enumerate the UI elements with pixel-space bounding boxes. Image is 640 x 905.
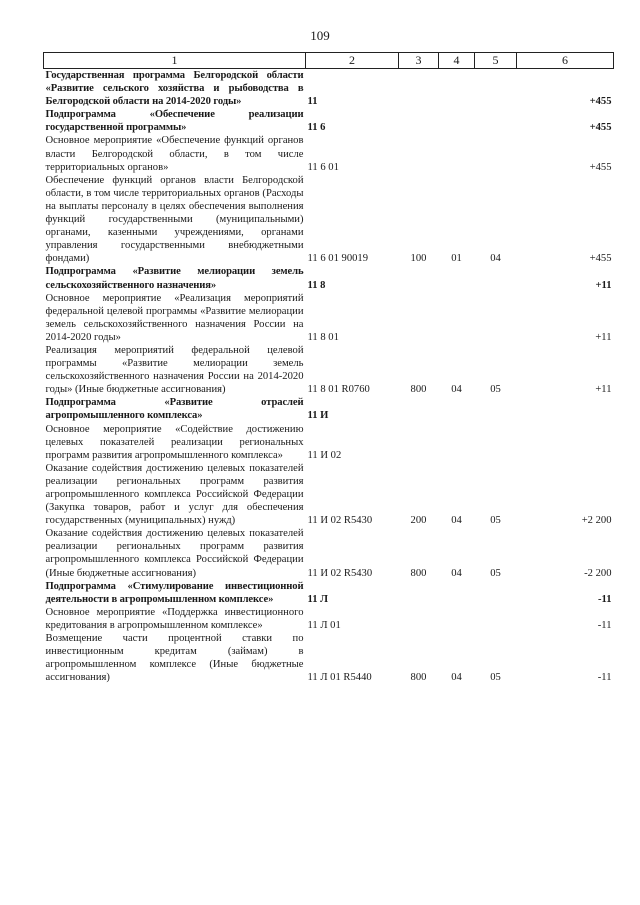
row-subsection-cell: [475, 134, 517, 173]
row-amount-cell: +2 200: [581, 515, 612, 527]
row-expense-type-cell: [399, 265, 439, 291]
row-section-cell: 04: [451, 672, 462, 684]
row-section-cell: [439, 292, 475, 344]
table-row: [44, 265, 614, 291]
row-section-cell: [439, 134, 475, 173]
row-subsection-cell: [475, 292, 517, 344]
row-amount-cell: +455: [589, 122, 612, 134]
table-row: [44, 606, 614, 632]
row-name-cell: Подпрограмма «Стимулирование инвестиционной деятельности в агропромышленном комплексе»: [45, 580, 304, 605]
row-section-cell: [439, 265, 475, 291]
row-section-cell: [439, 69, 475, 109]
row-section-cell: 01: [451, 253, 462, 265]
row-amount-cell: +11: [595, 279, 612, 291]
row-code-cell: 11 6: [307, 122, 326, 134]
row-code-cell: 11 И 02 R5430: [307, 515, 373, 527]
row-subsection-cell: 05: [490, 567, 501, 579]
row-subsection-cell: [475, 396, 517, 422]
row-subsection-cell: [475, 580, 517, 606]
row-amount-cell: -11: [597, 619, 612, 631]
row-expense-type-cell: 800: [410, 672, 427, 684]
column-header: 4: [439, 53, 475, 69]
row-subsection-cell: 05: [490, 672, 501, 684]
row-name-cell: Оказание содействия достижению целевых показателей реализации региональных программ развития агропромышленного комплекса Российской Федерации (Закупка товаров, работ и услуг для обеспечения государственных (муниципальных) нужд): [45, 462, 304, 527]
row-expense-type-cell: 800: [410, 567, 427, 579]
row-section-cell: 04: [451, 515, 462, 527]
table-header-row: [44, 53, 614, 69]
table-row: [44, 580, 614, 606]
row-name-cell: Реализация мероприятий федеральной целевой программы «Развитие мелиорации земель сельскохозяйственного назначения России на 2014-2020 годы» (Иные бюджетные ассигнования): [45, 344, 304, 396]
row-name-cell: Основное мероприятие «Обеспечение функций органов власти Белгородской области, в том числе территориальных органов»: [45, 135, 304, 173]
table-row: [44, 292, 614, 344]
row-amount-cell: +455: [589, 161, 612, 173]
table-row: [44, 396, 614, 422]
table-row: [44, 69, 614, 109]
row-amount-cell: +11: [595, 384, 612, 396]
row-amount-cell: -2 200: [584, 567, 612, 579]
budget-table: [43, 52, 614, 684]
row-subsection-cell: [475, 423, 517, 462]
row-subsection-cell: 05: [490, 515, 501, 527]
row-amount-cell: -11: [597, 593, 612, 605]
page-number: 109: [310, 28, 330, 43]
column-header: 3: [399, 53, 439, 69]
row-code-cell: 11 И 02: [307, 449, 342, 461]
row-expense-type-cell: [399, 292, 439, 344]
table-row: [44, 108, 614, 134]
table-row: [44, 527, 614, 579]
row-name-cell: Подпрограмма «Обеспечение реализации государственной программы»: [45, 109, 304, 134]
row-name-cell: Государственная программа Белгородской области «Развитие сельского хозяйства и рыбоводства в Белгородской области на 2014-2020 годы»: [45, 70, 304, 108]
column-header: 5: [475, 53, 517, 69]
row-name-cell: Подпрограмма «Развитие отраслей агропромышленного комплекса»: [45, 397, 304, 422]
row-expense-type-cell: [399, 580, 439, 606]
row-name-cell: Основное мероприятие «Реализация мероприятий федеральной целевой программы «Развитие мелиорации земель сельскохозяйственного назначения России на 2014-2020 годы»: [45, 292, 304, 343]
row-subsection-cell: 04: [490, 253, 501, 265]
row-code-cell: 11 Л 01: [307, 619, 341, 631]
row-subsection-cell: [475, 265, 517, 291]
column-header: 2: [306, 53, 399, 69]
row-expense-type-cell: [399, 396, 439, 422]
table-row: [44, 344, 614, 396]
row-code-cell: 11 И: [307, 410, 329, 422]
row-expense-type-cell: [399, 108, 439, 134]
row-code-cell: 11 6 01: [307, 161, 339, 173]
row-code-cell: 11 Л: [307, 593, 329, 605]
row-amount-cell: +11: [595, 331, 612, 343]
row-code-cell: 11 8: [307, 279, 326, 291]
row-section-cell: [439, 423, 475, 462]
row-amount-cell: [517, 396, 614, 422]
row-section-cell: [439, 396, 475, 422]
row-amount-cell: +455: [589, 253, 612, 265]
column-header: 6: [517, 53, 614, 69]
row-section-cell: 04: [451, 567, 462, 579]
row-section-cell: [439, 606, 475, 632]
row-amount-cell: +455: [589, 96, 612, 108]
row-name-cell: Основное мероприятие «Поддержка инвестиционного кредитования в агропромышленном комплексе»: [45, 606, 304, 631]
table-row: [44, 423, 614, 462]
row-subsection-cell: 05: [490, 384, 501, 396]
row-section-cell: 04: [451, 384, 462, 396]
row-expense-type-cell: [399, 134, 439, 173]
row-expense-type-cell: [399, 423, 439, 462]
row-subsection-cell: [475, 108, 517, 134]
row-section-cell: [439, 108, 475, 134]
table-row: [44, 462, 614, 527]
row-name-cell: Оказание содействия достижению целевых показателей реализации региональных программ развития агропромышленного комплекса Российской Федерации (Иные бюджетные ассигнования): [45, 528, 304, 579]
row-amount-cell: [517, 423, 614, 462]
row-name-cell: Подпрограмма «Развитие мелиорации земель сельскохозяйственного назначения»: [45, 266, 304, 291]
row-code-cell: 11 8 01 R0760: [307, 384, 370, 396]
row-subsection-cell: [475, 69, 517, 109]
table-body: [44, 69, 614, 685]
row-amount-cell: -11: [597, 672, 612, 684]
row-name-cell: Возмещение части процентной ставки по инвестиционным кредитам (займам) в агропромышленном комплексе (Иные бюджетные ассигнования): [45, 633, 304, 684]
table-row: [44, 174, 614, 266]
row-section-cell: [439, 580, 475, 606]
row-code-cell: 11: [307, 96, 318, 108]
row-code-cell: 11 6 01 90019: [307, 253, 369, 265]
row-expense-type-cell: [399, 606, 439, 632]
row-subsection-cell: [475, 606, 517, 632]
row-expense-type-cell: [399, 69, 439, 109]
row-code-cell: 11 И 02 R5430: [307, 567, 373, 579]
row-expense-type-cell: 800: [410, 384, 427, 396]
column-header: 1: [44, 53, 306, 69]
row-name-cell: Обеспечение функций органов власти Белгородской области, в том числе территориальных органов (Расходы на выплаты персоналу в целях обеспечения выполнения функций государственными (муниципальными) органами, казенными учреждениями, органами управления государственными внебюджетными фондами): [45, 174, 304, 265]
table-row: [44, 632, 614, 684]
row-name-cell: Основное мероприятие «Содействие достижению целевых показателей реализации региональных программ развития агропромышленного комплекса»: [45, 423, 304, 461]
row-code-cell: 11 Л 01 R5440: [307, 672, 372, 684]
row-expense-type-cell: 200: [410, 515, 427, 527]
row-code-cell: 11 8 01: [307, 331, 339, 343]
table-row: [44, 134, 614, 173]
row-expense-type-cell: 100: [410, 253, 427, 265]
